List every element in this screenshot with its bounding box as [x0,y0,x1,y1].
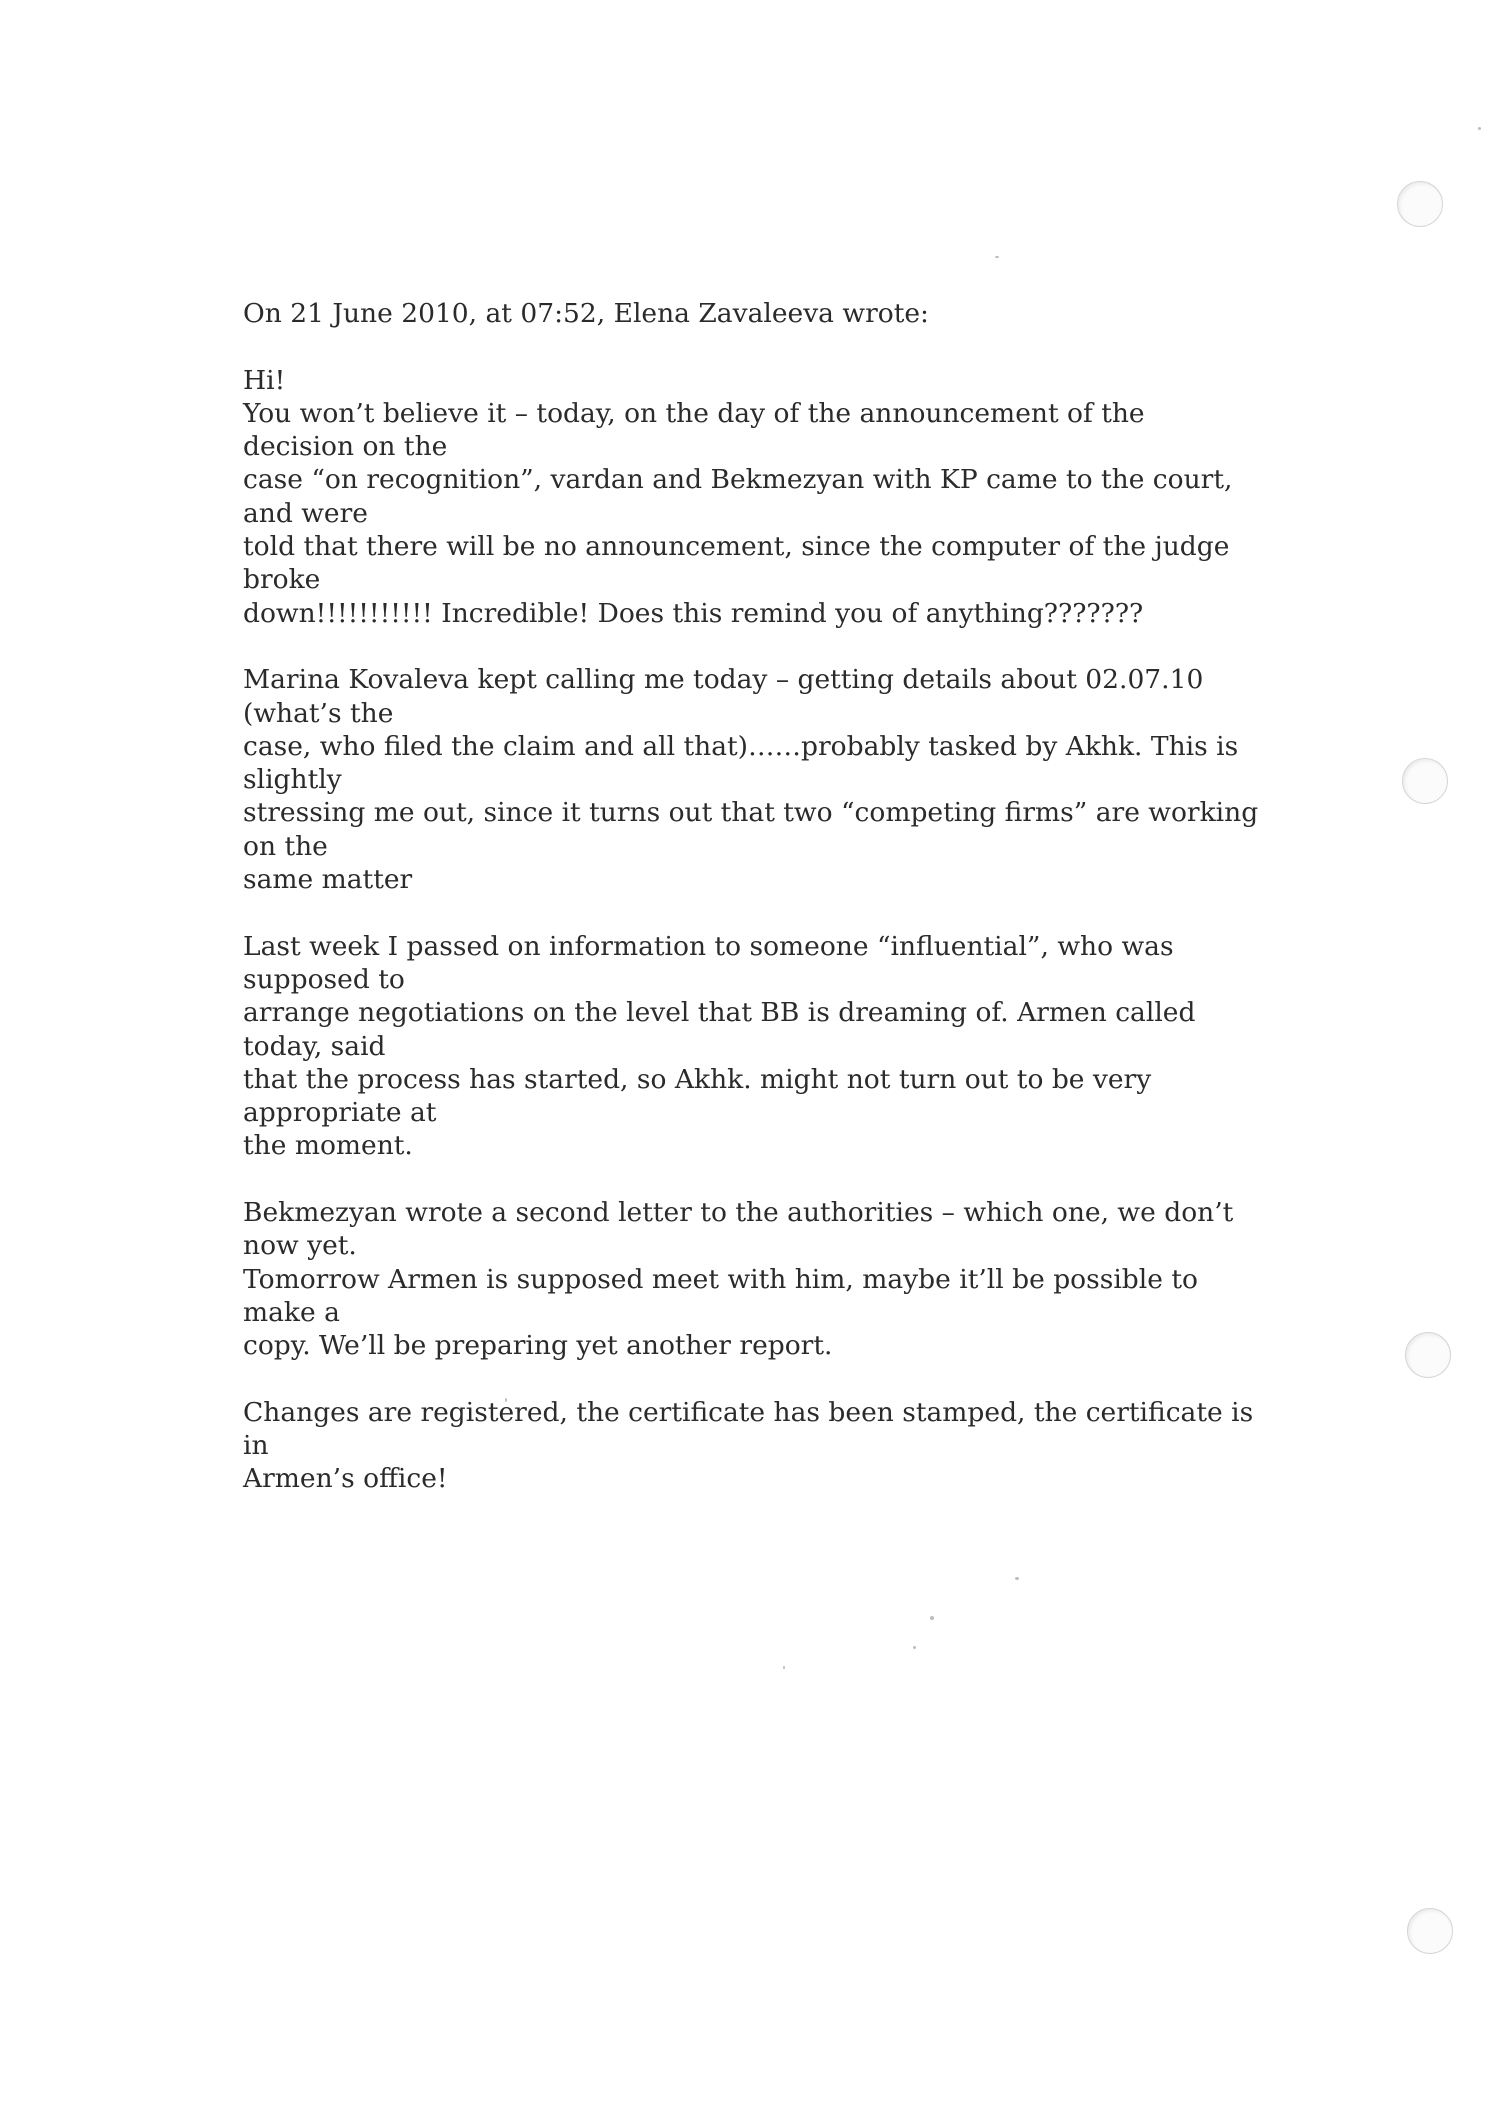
punch-hole-1 [1397,181,1443,227]
email-paragraph: Last week I passed on information to someone “influential”, who was supposed to arrange negotiations on the level that BB is dreaming of. Armen called today, said that the process has started, so Akhk. might not turn out to be very appropriate at the moment. [243,930,1196,1162]
email-header: On 21 June 2010, at 07:52, Elena Zavaleeva wrote: [243,298,929,329]
scan-speck [913,1646,916,1649]
scan-speck [1478,127,1481,130]
email-greeting: Hi! [243,364,286,396]
email-paragraph: You won’t believe it – today, on the day of the announcement of the decision on the case “on recognition”, vardan and Bekmezyan with KP came to the court, and were told that there will be no announcement, since the computer of the judge broke down!!!!!!!!!!! Incredible! Does this remind you of anything??????? [243,397,1233,629]
scan-speck [930,1616,934,1620]
scan-speck [783,1666,785,1669]
email-paragraph: Marina Kovaleva kept calling me today – getting details about 02.07.10 (what’s the case, who filed the claim and all that)……probably tasked by Akhk. This is slightly stressing me out, since it turns out that two “competing firms” are working on the same matter [243,664,1259,896]
email-body [243,297,1263,1496]
punch-hole-3 [1405,1332,1451,1378]
scan-speck [1015,1577,1019,1580]
punch-hole-2 [1402,758,1448,804]
punch-hole-4 [1407,1908,1453,1954]
email-paragraph: Bekmezyan wrote a second letter to the authorities – which one, we don’t now yet. Tomorrow Armen is supposed meet with him, maybe it’ll be possible to make a copy. We’ll be preparing yet another report. [243,1197,1234,1362]
scan-speck [995,256,999,258]
email-paragraph: Changes are registered, the certificate has been stamped, the certificate is in Armen’s office! [243,1396,1254,1495]
